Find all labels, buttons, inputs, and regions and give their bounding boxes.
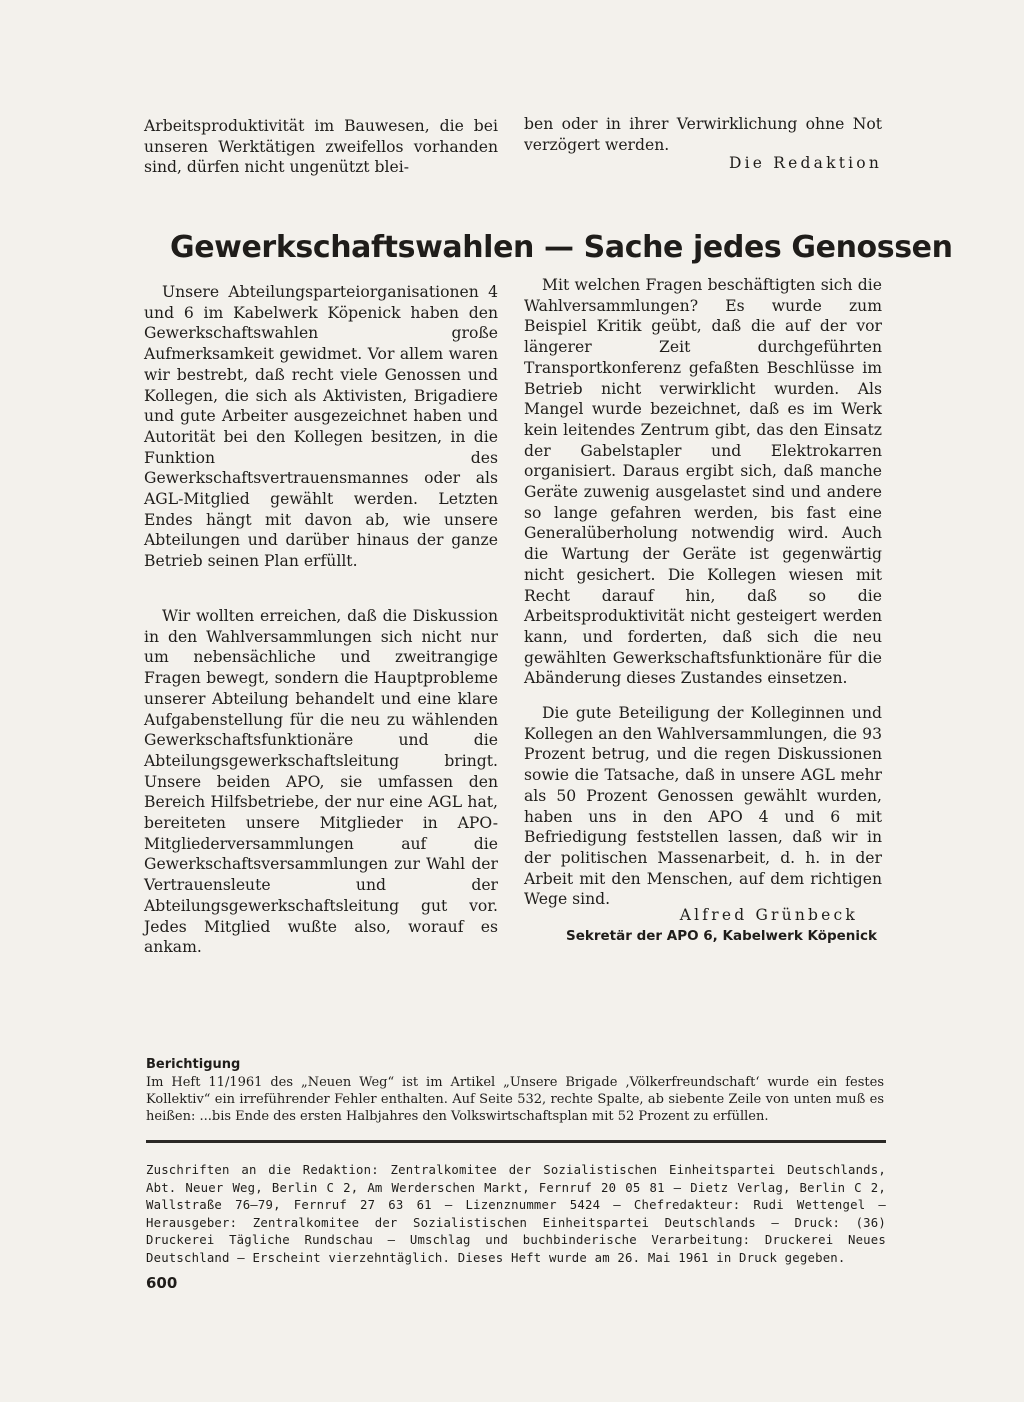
article-paragraph-1: Unsere Abteilungsparteiorganisationen 4 und 6 im Kabelwerk Köpenick haben den Gewerkschaftswahlen große Aufmerksamkeit gewidmet. Vor allem waren wir bestrebt, daß recht viele Genossen und Kollegen, die sich als Aktivisten, Brigadiere und gute Arbeiter ausgezeichnet haben und Autorität bei den Kollegen besitzen, in die Funktion des Gewerkschaftsvertrauensmannes oder als AGL-Mitglied gewählt werden. Letzten Endes hängt mit davon ab, wie unsere Abteilungen und darüber hinaus der ganze Betrieb seinen Plan erfüllt. [144,283,498,571]
article-paragraph-2: Wir wollten erreichen, daß die Diskussion in den Wahlversammlungen sich nicht nur um nebensächliche und zweitrangige Fragen bewegt, sondern die Hauptprobleme unserer Abteilung behandelt und eine klare Aufgabenstellung für die neu zu wählenden Gewerkschaftsfunktionäre und die Abteilungsgewerkschaftsleitung bringt. Unsere beiden APO, sie umfassen den Bereich Hilfsbetriebe, der nur eine AGL hat, bereiteten unsere Mitglieder in APO-Mitgliederversammlungen auf die Gewerkschaftsversammlungen zur Wahl der Vertrauensleute und der Abteilungsgewerkschaftsleitung gut vor. Jedes Mitglied wußte also, worauf es ankam. [144,607,498,957]
imprint: Zuschriften an die Redaktion: Zentralkomitee der Sozialistischen Einheitspartei Deutschlands, Abt. Neuer Weg, Berlin C 2, Am Werderschen Markt, Fernruf 20 05 81 — Dietz Verlag, Berlin C 2, Wallstraße 76—79, Fernruf 27 63 61 — Lizenznummer 5424 — Chefredakteur: Rudi Wettengel — Herausgeber: Zentralkomitee der Sozialistischen Einheitspartei Deutschlands — Druck: (36) Druckerei Tägliche Rundschau — Umschlag und buchbinderische Verarbeitung: Druckerei Neues Deutschland — Erscheint vierzehntäglich. Dieses Heft wurde am 26. Mai 1961 in Druck gegeben. [146,1163,886,1265]
article-headline: Gewerkschaftswahlen — Sache jedes Genossen [170,230,953,265]
article-paragraph-3: Mit welchen Fragen beschäftigten sich die Wahlversammlungen? Es wurde zum Beispiel Kritik geübt, daß die auf der vor längerer Zeit durchgeführten Transportkonferenz gefaßten Beschlüsse im Betrieb nicht verwirklicht wurden. Als Mangel wurde bezeichnet, daß es im Werk kein leitendes Zentrum gibt, das den Einsatz der Gabelstapler und Elektrokarren organisiert. Daraus ergibt sich, daß manche Geräte zuwenig ausgelastet sind und andere so lange gefahren werden, bis fast eine Generalüberholung notwendig wird. Auch die Wartung der Geräte ist gegenwärtig nicht gesichert. Die Kollegen wiesen mit Recht darauf hin, daß so die Arbeitsproduktivität nicht gesteigert werden kann, und forderten, daß sich die neu gewählten Gewerkschaftsfunktionäre für die Abänderung dieses Zustandes einsetzen. [524,276,882,688]
author-role: Sekretär der APO 6, Kabelwerk Köpenick [566,928,878,944]
author-name: Alfred Grünbeck [679,906,858,924]
editorial-signature: Die Redaktion [729,154,882,172]
imprint-divider [146,1140,886,1143]
previous-article-end-left: Arbeitsproduktivität im Bauwesen, die bei unseren Werktätigen zweifellos vorhanden sind, dürfen nicht ungenützt blei- [144,117,498,177]
page-number: 600 [146,1274,178,1292]
article-paragraph-4: Die gute Beteiligung der Kolleginnen und Kollegen an den Wahlversammlungen, die 93 Prozent betrug, und die regen Diskussionen sowie die Tatsache, daß in unsere AGL mehr als 50 Prozent Genossen gewählt wurden, haben uns in den APO 4 und 6 mit Befriedigung feststellen lassen, daß wir in der politischen Massenarbeit, d. h. in der Arbeit mit den Menschen, auf dem richtigen Wege sind. [524,704,882,909]
previous-article-end-right: ben oder in ihrer Verwirklichung ohne Not verzögert werden. [524,115,882,154]
correction-title: Berichtigung [146,1057,241,1072]
correction-text: Im Heft 11/1961 des „Neuen Weg“ ist im Artikel „Unsere Brigade ‚Völkerfreundschaft‘ wurde ein festes Kollektiv“ ein irreführender Fehler enthalten. Auf Seite 532, rechte Spalte, ab siebente Zeile von unten muß es heißen: ...bis Ende des ersten Halbjahres den Volkswirtschaftsplan mit 52 Prozent zu erfüllen. [146,1075,884,1124]
